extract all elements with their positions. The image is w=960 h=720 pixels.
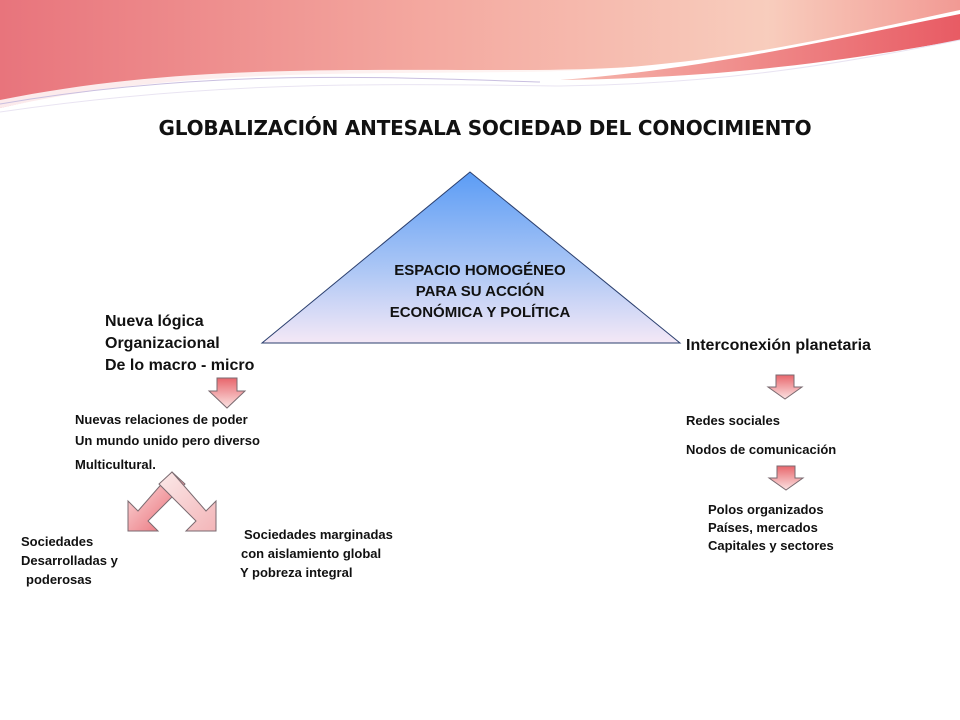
poles-line: Polos organizados bbox=[708, 502, 824, 517]
relations-text bbox=[75, 409, 260, 475]
networks-line: Nodos de comunicación bbox=[686, 442, 837, 457]
developed-line: poderosas bbox=[26, 572, 92, 587]
networks-text bbox=[686, 411, 836, 460]
triangle-line: ECONÓMICA Y POLÍTICA bbox=[389, 304, 571, 321]
left-heading-line: Nueva lógica bbox=[105, 313, 204, 330]
marginalized-line: Y pobreza integral bbox=[240, 565, 353, 580]
developed-societies-text bbox=[21, 532, 118, 589]
networks-line: Redes sociales bbox=[686, 413, 780, 428]
down-arrow-icon bbox=[769, 466, 803, 490]
split-arrow-icon bbox=[128, 472, 216, 531]
relations-line: Un mundo unido pero diverso bbox=[75, 433, 260, 448]
page-title: GLOBALIZACIÓN ANTESALA SOCIEDAD DEL CONOCIMIENTO bbox=[158, 116, 812, 140]
developed-line: Sociedades bbox=[21, 534, 94, 549]
relations-line: Nuevas relaciones de poder bbox=[75, 412, 248, 427]
marginalized-line: Sociedades marginadas bbox=[244, 527, 393, 542]
down-arrow-icon bbox=[209, 378, 245, 408]
marginalized-societies-text bbox=[240, 525, 393, 582]
triangle-label bbox=[330, 260, 630, 323]
poles-text bbox=[708, 501, 834, 555]
down-arrow-icon bbox=[768, 375, 802, 399]
right-heading: Interconexión planetaria bbox=[686, 337, 871, 354]
poles-line: Capitales y sectores bbox=[708, 538, 834, 553]
triangle-line: ESPACIO HOMOGÉNEO bbox=[394, 262, 566, 279]
relations-line: Multicultural. bbox=[75, 457, 156, 472]
left-heading-line: De lo macro - micro bbox=[105, 357, 255, 374]
marginalized-line: con aislamiento global bbox=[241, 546, 382, 561]
left-heading-line: Organizacional bbox=[105, 335, 220, 352]
developed-line: Desarrolladas y bbox=[21, 553, 118, 568]
left-heading bbox=[105, 311, 254, 377]
triangle-line: PARA SU ACCIÓN bbox=[415, 283, 545, 300]
poles-line: Países, mercados bbox=[708, 520, 818, 535]
